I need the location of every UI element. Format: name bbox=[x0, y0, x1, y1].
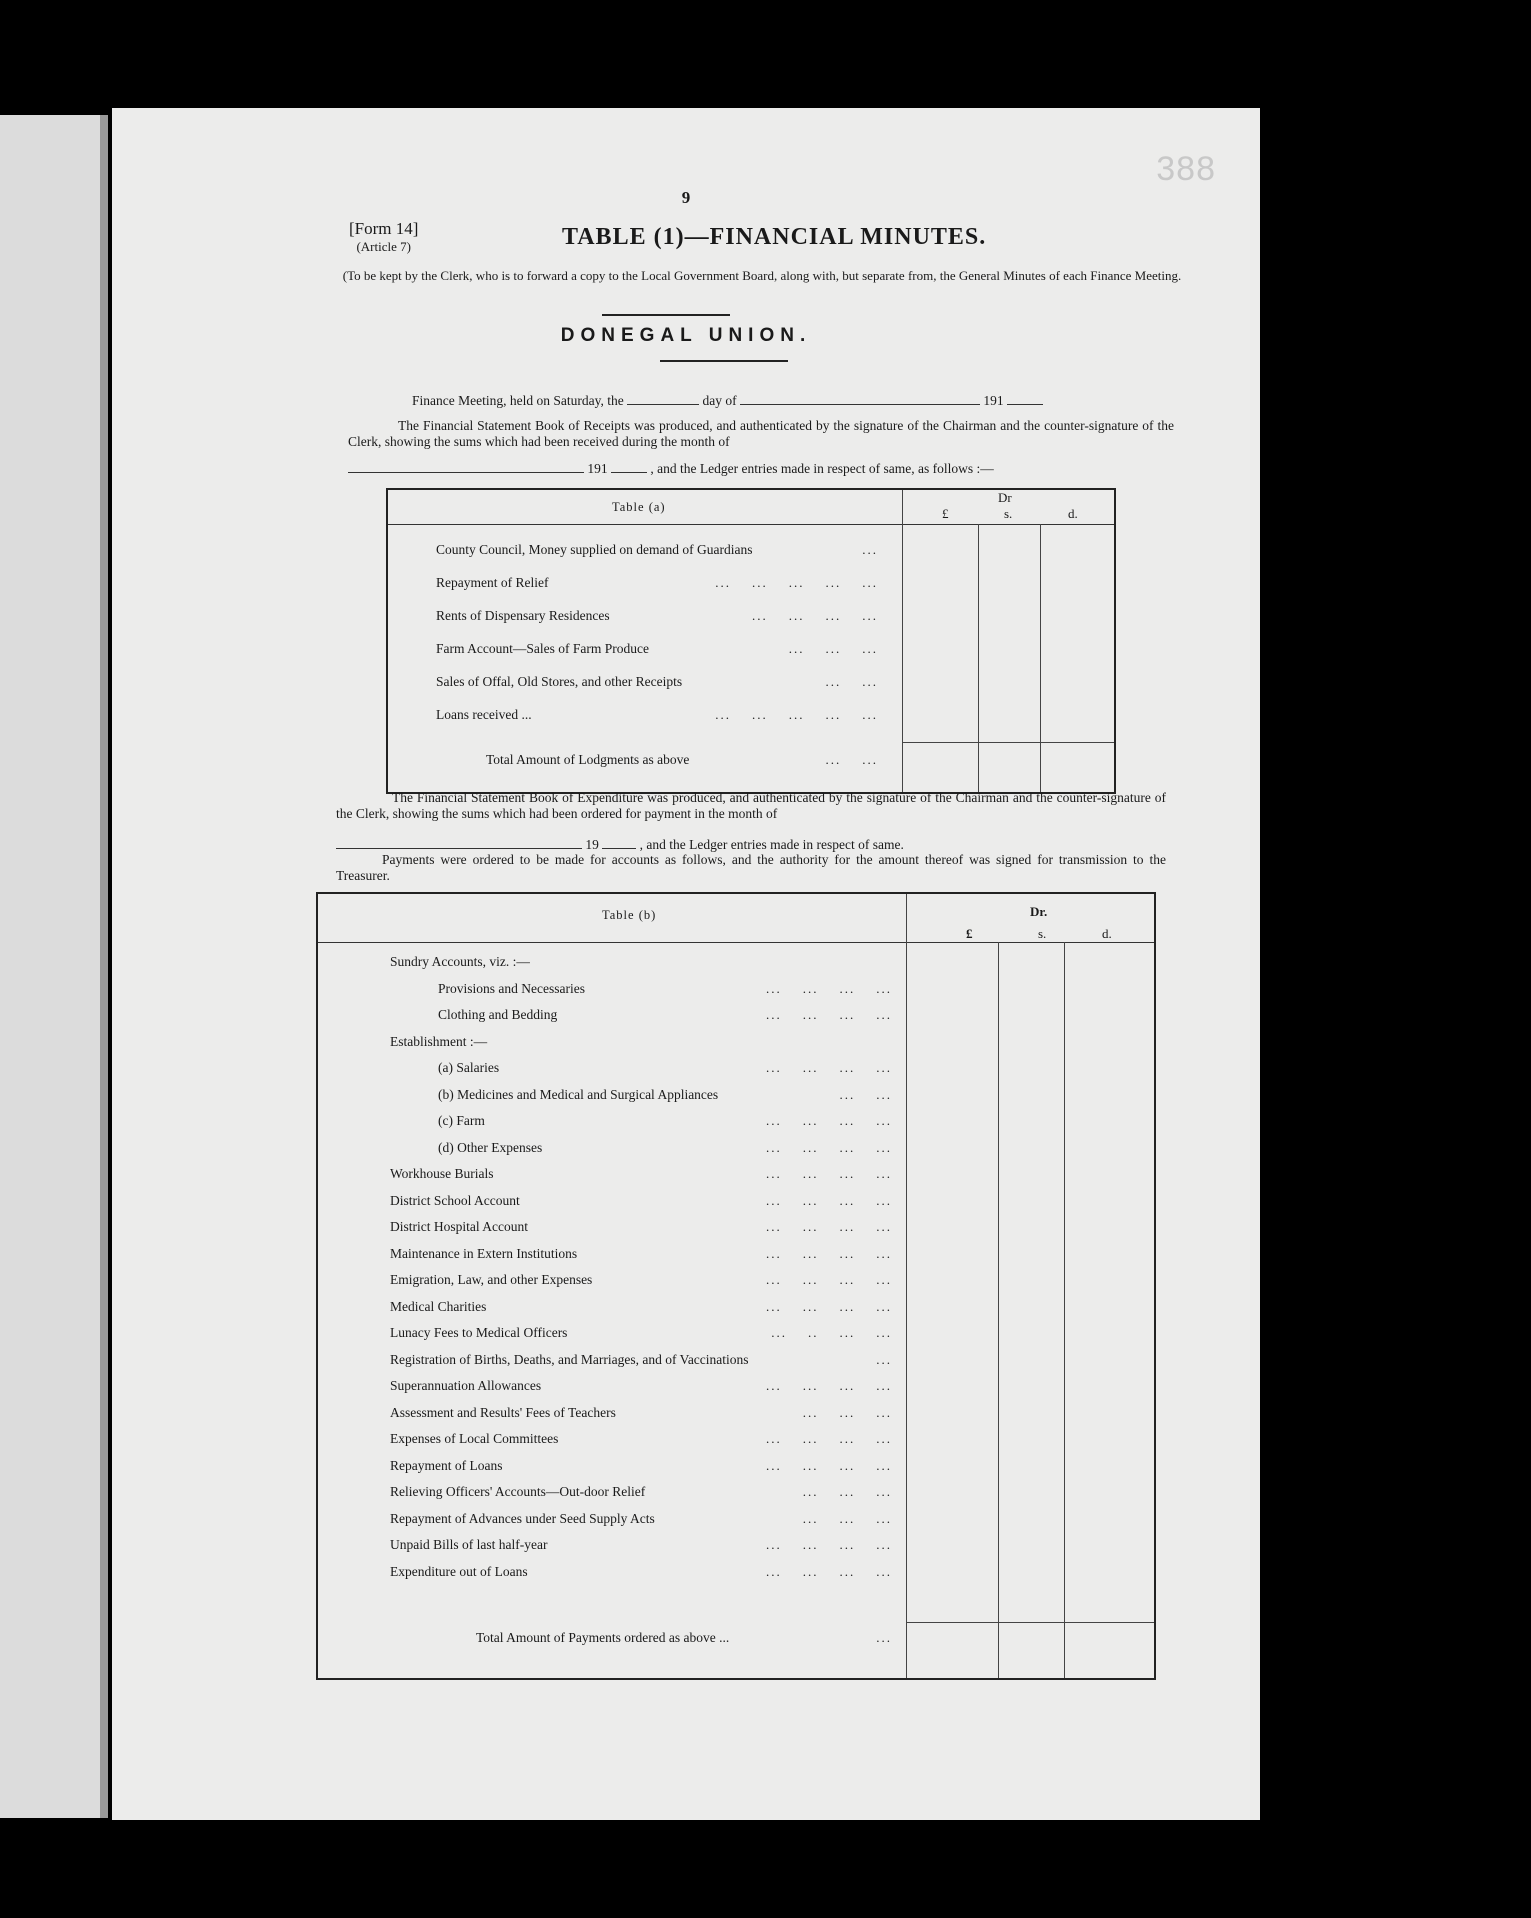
payments-text: Payments were ordered to be made for accounts as follows, and the authority for the amount thereof was signed for transmission to the Treasurer. bbox=[336, 852, 1166, 883]
pence-col: d. bbox=[1102, 926, 1112, 941]
table-row-label: Maintenance in Extern Institutions bbox=[390, 1245, 578, 1261]
receipts-year: 191 bbox=[587, 461, 608, 476]
table-row-label: Workhouse Burials bbox=[390, 1166, 494, 1181]
table-row-leader: ... ... ... ... ... bbox=[715, 575, 878, 590]
day-blank bbox=[627, 392, 699, 405]
table-total-leader: ... ... bbox=[825, 752, 878, 767]
table-row-label: Establishment :— bbox=[390, 1033, 488, 1049]
meeting-year: 191 bbox=[983, 393, 1004, 408]
table-row-label: Sales of Offal, Old Stores, and other Receipts bbox=[436, 674, 683, 689]
table-row-label: (a) Salaries bbox=[438, 1060, 500, 1075]
table-row-leader: ... ... ... ... bbox=[766, 1245, 892, 1261]
table-total-label: Total Amount of Lodgments as above bbox=[486, 752, 690, 767]
table-row-label: Medical Charities bbox=[390, 1298, 487, 1314]
divider-bottom bbox=[660, 360, 788, 362]
table-row-leader: ... bbox=[876, 1351, 892, 1367]
document-page bbox=[112, 108, 1260, 1820]
page-number: 9 bbox=[681, 188, 691, 207]
column-divider bbox=[998, 942, 999, 1678]
table-row-leader: ... ... ... bbox=[788, 641, 878, 656]
receipts-tail: , and the Ledger entries made in respect of same, as follows :— bbox=[650, 461, 994, 476]
payments-paragraph bbox=[336, 852, 1166, 884]
table-row-leader: ... ... ... ... ... bbox=[715, 707, 878, 722]
table-row-label: Provisions and Necessaries bbox=[438, 980, 585, 996]
table-row-label: District School Account bbox=[390, 1192, 520, 1208]
table-row-leader: ... ... ... ... bbox=[766, 1457, 892, 1473]
table-row-leader: ... ... bbox=[825, 674, 878, 689]
table-row-leader: ... ... ... ... bbox=[766, 1298, 892, 1314]
table-row-leader: ... ... ... ... bbox=[766, 980, 892, 996]
shillings-col: s. bbox=[1038, 926, 1047, 941]
table-row-leader: ... ... ... ... bbox=[766, 1192, 892, 1208]
month-blank bbox=[740, 392, 980, 405]
receipts-text: The Financial Statement Book of Receipts was produced, and authenticated by the signature of the Chairman and the counter-signature of the Clerk, showing the sums which had been received during the month of bbox=[348, 418, 1174, 449]
meeting-day-of: day of bbox=[702, 393, 737, 408]
expenditure-tail: , and the Ledger entries made in respect of same. bbox=[639, 837, 904, 852]
expenditure-paragraph bbox=[336, 790, 1166, 822]
table-row-label: Registration of Births, Deaths, and Marriages, and of Vaccinations bbox=[390, 1351, 749, 1367]
receipts-month-blank bbox=[348, 460, 584, 473]
table-row-label: Lunacy Fees to Medical Officers bbox=[390, 1325, 568, 1340]
expenditure-month-blank bbox=[336, 836, 582, 849]
expenditure-continuation bbox=[336, 836, 1166, 853]
table-row-leader: ... ... ... bbox=[802, 1404, 892, 1420]
table-row-leader: ... bbox=[862, 542, 878, 557]
column-divider bbox=[1040, 524, 1041, 792]
table-row-leader: ... ... ... ... bbox=[766, 1139, 892, 1155]
table-row-leader: ... ... ... ... bbox=[766, 1537, 892, 1552]
shillings-col: s. bbox=[1004, 506, 1013, 521]
table-row-label: Farm Account—Sales of Farm Produce bbox=[436, 641, 649, 656]
facing-page-edge bbox=[0, 115, 108, 1818]
table-row-label: County Council, Money supplied on demand of Guardians bbox=[436, 542, 753, 557]
table-row-leader: ... ... ... ... bbox=[766, 1060, 892, 1075]
folio-stamp: 388 bbox=[1156, 150, 1216, 188]
instruction-note: (To be kept by the Clerk, who is to forward a copy to the Local Government Board, along with, but separate from, the General Minutes of each Finance Meeting. bbox=[342, 268, 1182, 283]
table-row-label: Relieving Officers' Accounts—Out-door Relief bbox=[390, 1484, 646, 1499]
table-total-leader: ... bbox=[876, 1630, 892, 1645]
total-rule bbox=[902, 742, 1114, 743]
table-b-caption: Table (b) bbox=[602, 908, 657, 922]
dr-label: Dr. bbox=[1030, 904, 1048, 919]
pounds-col: £ bbox=[966, 926, 973, 941]
receipts-continuation bbox=[348, 460, 1174, 477]
table-a-caption: Table (a) bbox=[612, 500, 666, 514]
table-row-leader: ... ... ... ... bbox=[766, 1272, 892, 1287]
column-divider bbox=[1064, 942, 1065, 1678]
table-row-label: Clothing and Bedding bbox=[438, 1007, 558, 1022]
column-divider bbox=[906, 894, 907, 1678]
form-label: [Form 14] bbox=[349, 219, 419, 238]
table-row-leader: ... ... ... bbox=[802, 1510, 892, 1526]
table-row-leader: ... ... ... ... bbox=[766, 1431, 892, 1446]
expenditure-year: 19 bbox=[585, 837, 599, 852]
table-row-label: (c) Farm bbox=[438, 1113, 485, 1128]
pounds-col: £ bbox=[942, 506, 949, 521]
expenditure-text: The Financial Statement Book of Expenditure was produced, and authenticated by the signature of the Chairman and the counter-signature of the Clerk, showing the sums which had been ordered for payment in the month of bbox=[336, 790, 1166, 821]
dr-label: Dr bbox=[998, 490, 1012, 505]
column-divider bbox=[978, 524, 979, 792]
table-row-label: Expenses of Local Committees bbox=[390, 1431, 559, 1446]
table-row-label: Superannuation Allowances bbox=[390, 1378, 542, 1393]
table-row-leader: ... .. ... ... bbox=[771, 1325, 892, 1340]
table-row-label: Repayment of Relief bbox=[436, 575, 549, 590]
meeting-line bbox=[412, 392, 1212, 409]
table-row-label: Assessment and Results' Fees of Teachers bbox=[390, 1404, 616, 1420]
receipts-year-blank bbox=[611, 460, 647, 473]
table-row-label: (b) Medicines and Medical and Surgical Appliances bbox=[438, 1086, 719, 1102]
table-row-label: Repayment of Advances under Seed Supply Acts bbox=[390, 1510, 655, 1526]
payments-table-header bbox=[318, 894, 1154, 943]
table-row-leader: ... ... ... ... bbox=[766, 1166, 892, 1181]
receipts-paragraph bbox=[348, 418, 1174, 450]
table-row-leader: ... ... ... ... bbox=[766, 1007, 892, 1022]
meeting-prefix: Finance Meeting, held on Saturday, the bbox=[412, 393, 624, 408]
form-reference bbox=[349, 220, 418, 256]
table-row-leader: ... ... ... ... bbox=[752, 608, 878, 623]
page-title: TABLE (1)—FINANCIAL MINUTES. bbox=[562, 224, 987, 250]
year-blank bbox=[1007, 392, 1043, 405]
union-heading: DONEGAL UNION. bbox=[560, 325, 812, 346]
table-row-label: Rents of Dispensary Residences bbox=[436, 608, 610, 623]
table-row-label: Repayment of Loans bbox=[390, 1457, 503, 1473]
table-row-leader: ... ... bbox=[839, 1086, 892, 1102]
divider-top bbox=[602, 314, 730, 316]
expenditure-year-blank bbox=[602, 836, 636, 849]
table-total-label: Total Amount of Payments ordered as above ... bbox=[476, 1630, 730, 1645]
total-rule bbox=[906, 1622, 1154, 1623]
table-row-label: Emigration, Law, and other Expenses bbox=[390, 1272, 593, 1287]
table-row-label: Sundry Accounts, viz. :— bbox=[390, 954, 530, 969]
column-divider bbox=[902, 490, 903, 792]
table-row-label: Expenditure out of Loans bbox=[390, 1563, 528, 1579]
receipts-table bbox=[386, 488, 1116, 794]
table-row-label: Loans received ... bbox=[436, 707, 532, 722]
table-row-leader: ... ... ... ... bbox=[766, 1219, 892, 1234]
table-row-label: Unpaid Bills of last half-year bbox=[390, 1537, 548, 1552]
form-article: (Article 7) bbox=[356, 239, 411, 254]
table-row-label: (d) Other Expenses bbox=[438, 1139, 543, 1155]
table-row-label: District Hospital Account bbox=[390, 1219, 528, 1234]
table-row-leader: ... ... ... ... bbox=[766, 1113, 892, 1128]
table-row-leader: ... ... ... ... bbox=[766, 1378, 892, 1393]
table-row-leader: ... ... ... ... bbox=[766, 1563, 892, 1579]
table-row-leader: ... ... ... bbox=[802, 1484, 892, 1499]
pence-col: d. bbox=[1068, 506, 1078, 521]
payments-table bbox=[316, 892, 1156, 1680]
